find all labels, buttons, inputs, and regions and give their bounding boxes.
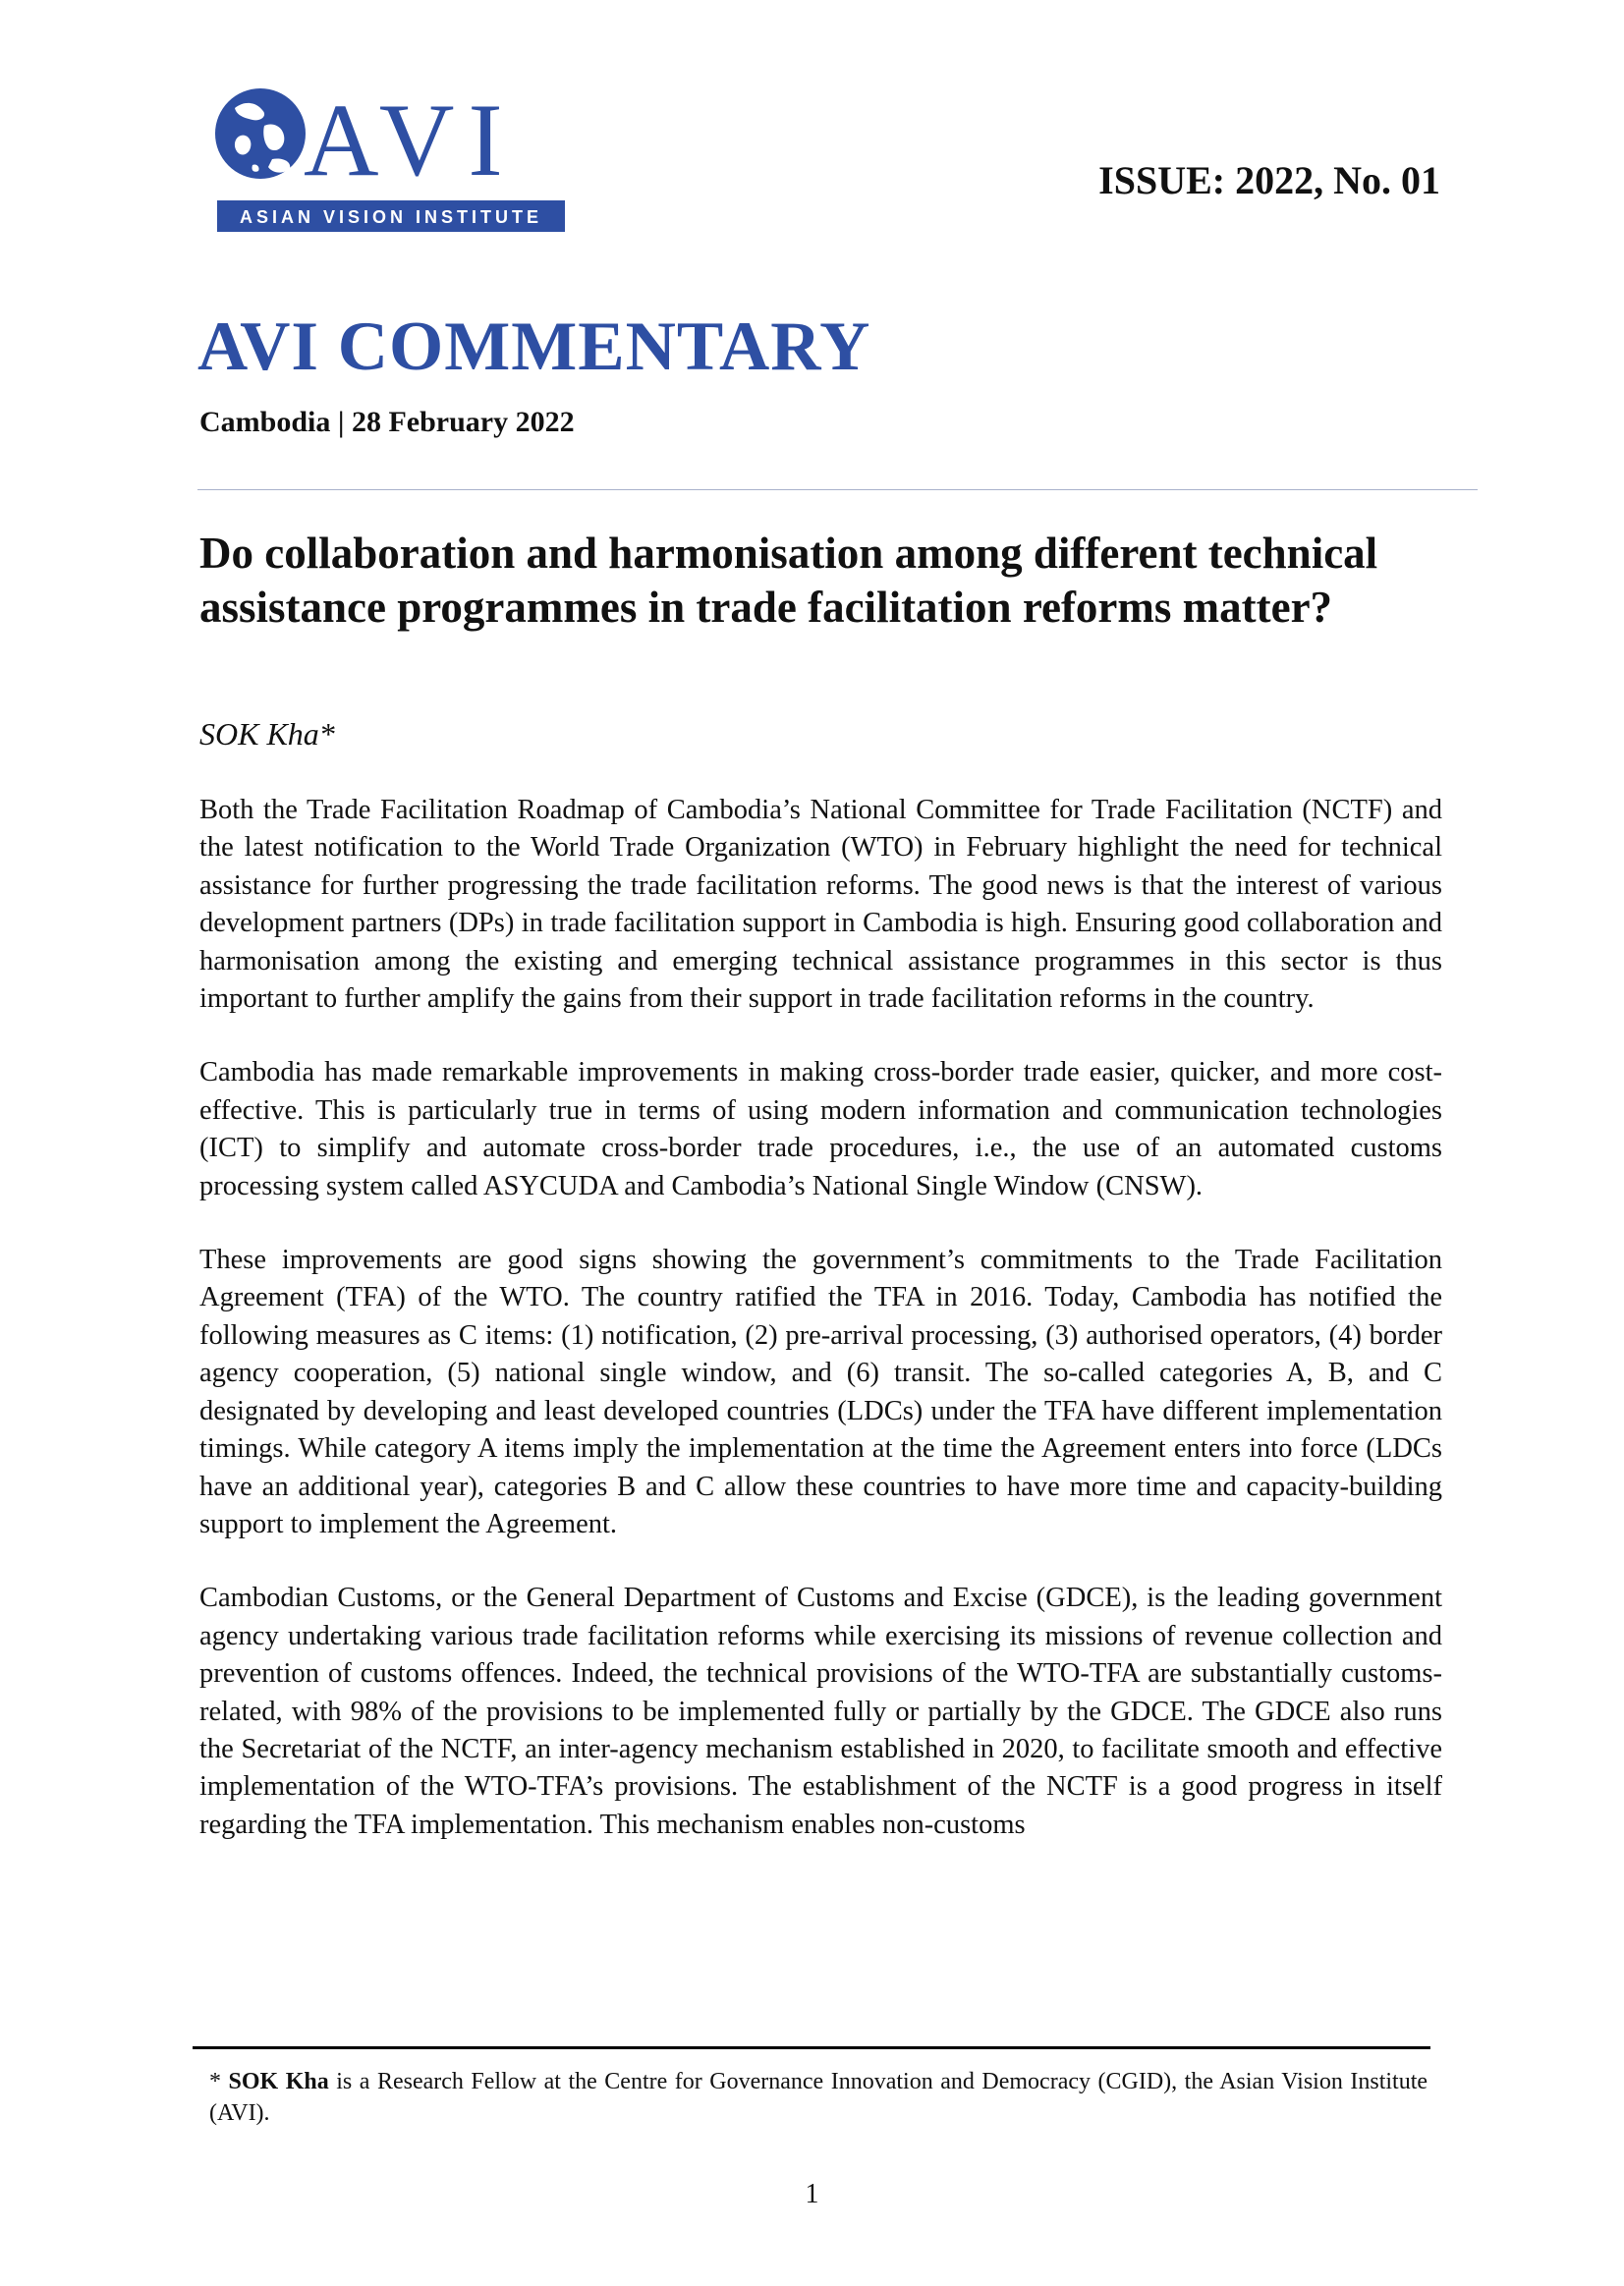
body-paragraph: Cambodian Customs, or the General Department of Customs and Excise (GDCE), is the leading government agency undertaking various trade facilitation reforms while exercising its missions of revenue collection and prevention of customs offences. Indeed, the technical provisions of the WTO-TFA are substantially customs-related, with 98% of the provisions to be implemented fully or partially by the GDCE. The GDCE also runs the Secretariat of the NCTF, an inter-agency mechanism established in 2020, to facilitate smooth and effective implementation of the WTO-TFA’s provisions. The establishment of the NCTF is a good progress in itself regarding the TFA implementation. This mechanism enables non-customs xyxy=(199,1583,1442,1840)
issue-number: ISSUE: 2022, No. 01 xyxy=(1098,158,1440,202)
body-paragraph: Both the Trade Facilitation Roadmap of Cambodia’s National Committee for Trade Facilitation (NCTF) and the latest notification to the World Trade Organization (WTO) in February highlight the need for technical assistance for further progressing the trade facilitation reforms. The good news is that the interest of various development partners (DPs) in trade facilitation support in Cambodia is high. Ensuring good collaboration and harmonisation among the existing and emerging technical assistance programmes in this sector is thus important to further amplify the gains from their support in trade facilitation reforms in the country. xyxy=(199,795,1442,1015)
footnote-divider xyxy=(193,2046,1430,2049)
footnote-text: is a Research Fellow at the Centre for Governance Innovation and Democracy (CGID), the Asian Vision Institute (AVI). xyxy=(209,2069,1428,2126)
article-title: Do collaboration and harmonisation among different technical assistance programmes in trade facilitation reforms matter? xyxy=(199,529,1378,632)
page-number: 1 xyxy=(805,2179,819,2209)
logo-letters: AVI xyxy=(304,86,517,197)
footnote-author: SOK Kha xyxy=(228,2069,329,2094)
series-title: AVI COMMENTARY xyxy=(197,308,871,385)
article-body xyxy=(199,792,1442,1880)
globe-icon xyxy=(215,88,306,179)
header-divider xyxy=(197,489,1478,490)
footnote-marker: * xyxy=(209,2069,221,2094)
country-date-line: Cambodia | 28 February 2022 xyxy=(199,406,575,438)
author-footnote xyxy=(209,2066,1428,2129)
logo-subtitle: ASIAN VISION INSTITUTE xyxy=(239,207,543,227)
body-paragraph: These improvements are good signs showing the government’s commitments to the Trade Facilitation Agreement (TFA) of the WTO. The country ratified the TFA in 2016. Today, Cambodia has notified the following measures as C items: (1) notification, (2) pre-arrival processing, (3) authorised operators, (4) border agency cooperation, (5) national single window, and (6) transit. The so-called categories A, B, and C designated by developing and least developed countries (LDCs) under the TFA have different implementation timings. While category A items imply the implementation at the time the Agreement enters into force (LDCs have an additional year), categories B and C allow these countries to have more time and capacity-building support to implement the Agreement. xyxy=(199,1245,1442,1539)
article-author: SOK Kha* xyxy=(199,716,335,752)
body-paragraph: Cambodia has made remarkable improvements in making cross-border trade easier, quicker, and more cost-effective. This is particularly true in terms of using modern information and communication technologies (ICT) to simplify and automate cross-border trade procedures, i.e., the use of an automated customs processing system called ASYCUDA and Cambodia’s National Single Window (CNSW). xyxy=(199,1057,1442,1201)
avi-logo xyxy=(213,86,569,242)
